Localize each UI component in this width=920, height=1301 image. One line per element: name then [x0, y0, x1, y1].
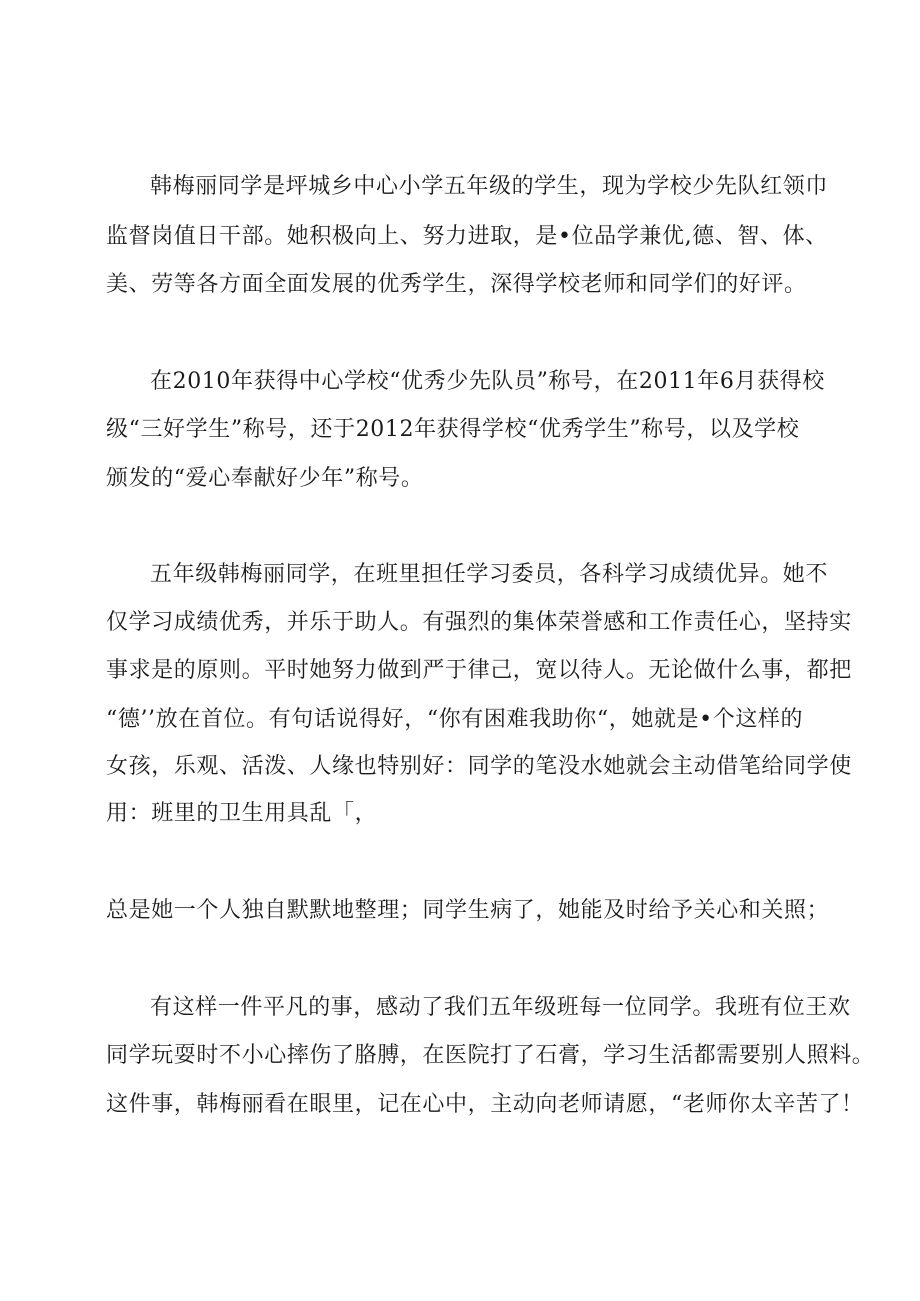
paragraph-1-line-1: 韩梅丽同学是坪城乡中心小学五年级的学生，现为学校少先队红领巾 [150, 174, 829, 199]
paragraph-2-line-3: 颁发的“爱心奉献好少年”称号。 [106, 466, 424, 491]
paragraph-3-line-3: 事求是的原则。平时她努力做到严于律己，宽以待人。无论做什么事，都把 [106, 658, 852, 683]
paragraph-1-line-2: 监督岗值日干部。她积极向上、努力进取，是•位品学兼优,德、智、体、 [106, 224, 828, 249]
paragraph-3-line-2: 仅学习成绩优秀，并乐于助人。有强烈的集体荣誉感和工作责任心，坚持实 [106, 610, 852, 635]
paragraph-1-line-3: 美、劳等各方面全面发展的优秀学生，深得学校老师和同学们的好评。 [106, 272, 807, 297]
paragraph-2-line-1: 在2010年获得中心学校“优秀少先队员”称号，在2011年6月获得校 [150, 369, 825, 394]
paragraph-5-line-2: 同学玩耍时不小心摔伤了胳膊，在医院打了石膏，学习生活都需要别人照料。 [106, 1043, 875, 1068]
paragraph-3-line-6: 用：班里的卫生用具乱「， [106, 801, 378, 826]
paragraph-3-line-4: “德’’放在首位。有句话说得好，“你有困难我助你“，她就是•个这样的 [106, 707, 804, 732]
paragraph-5-line-1: 有这样一件平凡的事，感动了我们五年级班每一位同学。我班有位王欢 [150, 995, 851, 1020]
paragraph-3-line-1: 五年级韩梅丽同学，在班里担任学习委员，各科学习成绩优异。她不 [150, 562, 829, 587]
paragraph-4-line-1: 总是她一个人独自默默地整理；同学生病了，她能及时给予关心和关照； [106, 898, 830, 923]
paragraph-2-line-2: 级“三好学生”称号，还于2012年获得学校“优秀学生”称号，以及学校 [106, 417, 800, 442]
paragraph-5-line-3: 这件事，韩梅丽看在眼里，记在心中，主动向老师请愿，“老师你太辛苦了！ [106, 1092, 864, 1117]
paragraph-3-line-5: 女孩，乐观、活泼、人缘也特别好：同学的笔没水她就会主动借笔给同学使 [106, 754, 852, 779]
